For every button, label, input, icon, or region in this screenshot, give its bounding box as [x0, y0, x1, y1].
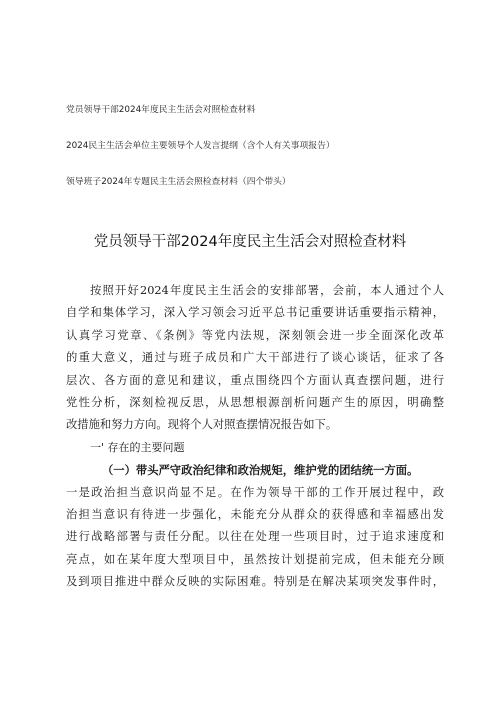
paragraph-line: 党性分析，深刻检视反思，从思想根源剖析问题产生的原因，明确整 — [66, 395, 444, 409]
paragraph-line: 自学和集体学习，深入学习领会习近平总书记重要讲话重要指示精神， — [66, 306, 444, 320]
paragraph-line: 一是政治担当意识尚显不足。在作为领导干部的工作开展过程中，政 — [66, 485, 444, 499]
paragraph-line: 层次、各方面的意见和建议，重点围绕四个方面认真查摆问题，进行 — [66, 373, 444, 387]
section-heading: 一' 存在的主要问题 — [90, 440, 185, 454]
document-body — [66, 280, 444, 593]
toc-item[interactable]: 领导班子2024年专题民主生活会照检查材料（四个带头） — [66, 177, 291, 187]
paragraph-line: 的重大意义，通过与班子成员和广大干部进行了谈心谈话，征求了各 — [66, 351, 444, 365]
subsection-heading: （一）带头严守政治纪律和政治规矩，维护党的团结统一方面。 — [102, 463, 419, 478]
table-of-contents — [66, 103, 466, 211]
toc-item[interactable]: 2024民主生活会单位主要领导个人发言提纲（含个人有关事项报告） — [66, 141, 335, 151]
document-title: 党员领导干部2024年度民主生活会对照检查材料 — [93, 234, 407, 250]
paragraph-line: 认真学习党章、《条例》等党内法规，深刻领会进一步全面深化改革 — [66, 328, 444, 342]
paragraph-line: 进行战略部署与责任分配。以往在处理一些项目时，过于追求速度和 — [66, 530, 444, 544]
paragraph-line: 改措施和努力方向。现将个人对照查摆情况报告如下。 — [66, 418, 338, 432]
paragraph-line: 治担当意识有待进一步强化，未能充分从群众的获得感和幸福感出发 — [66, 507, 444, 521]
paragraph-line: 亮点，如在某年度大型项目中，虽然按计划提前完成，但未能充分顾 — [66, 552, 444, 566]
toc-item[interactable]: 党员领导干部2024年度民主生活会对照检查材料 — [66, 105, 256, 115]
paragraph-line: 及到项目推进中群众反映的实际困难。特别是在解决某项突发事件时， — [66, 575, 444, 589]
paragraph-line: 按照开好2024年度民主生活会的安排部署，会前，本人通过个人 — [90, 284, 444, 297]
